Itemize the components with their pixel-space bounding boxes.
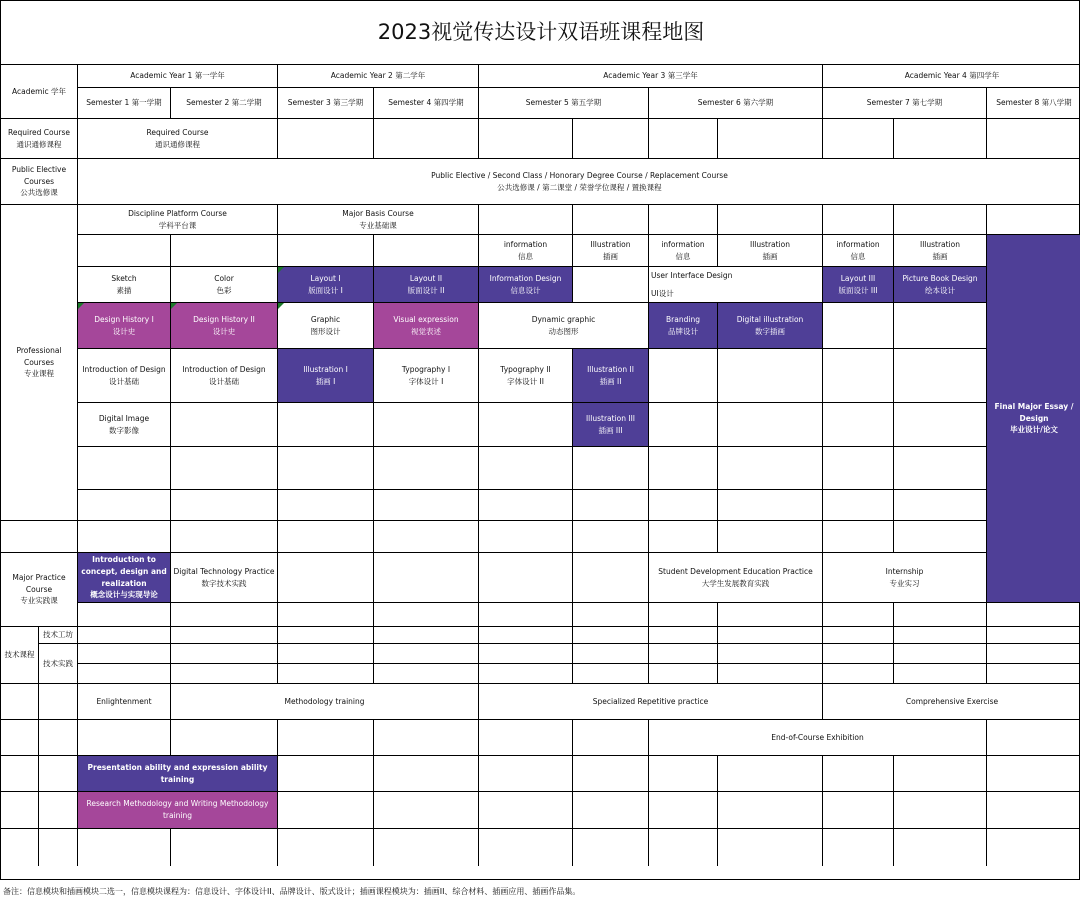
layout-3-course: Layout III 版面设计 III	[823, 267, 894, 303]
semester-5-header: Semester 5 第五学期	[479, 88, 649, 119]
empty-cell	[649, 403, 718, 447]
empty-cell	[823, 349, 894, 403]
empty-cell	[1, 720, 39, 756]
footnote: 备注：信息模块和插画模块二选一，信息模块课程为：信息设计、字体设计II、品牌设计、版式设计；插画课程模块为：插画II、综合材料、插画应用、插画作品集。	[3, 887, 581, 896]
empty-cell	[479, 119, 573, 159]
empty-cell	[649, 603, 718, 627]
empty-cell	[278, 235, 374, 267]
empty-cell	[479, 627, 573, 644]
empty-cell	[278, 644, 374, 664]
information-track-s6: information 信息	[649, 235, 718, 267]
major-practice-label	[1, 521, 78, 553]
empty-cell	[78, 235, 171, 267]
empty-cell	[718, 205, 823, 235]
empty-cell	[479, 644, 573, 664]
empty-cell	[573, 490, 649, 521]
empty-cell	[479, 490, 573, 521]
empty-cell	[78, 603, 171, 627]
empty-cell	[39, 756, 78, 792]
empty-cell	[894, 403, 987, 447]
empty-cell	[171, 235, 278, 267]
empty-cell	[39, 684, 78, 720]
empty-cell	[987, 792, 1080, 829]
comprehensive-exercise-phase: Comprehensive Exercise	[823, 684, 1080, 720]
empty-cell	[374, 553, 479, 603]
empty-cell	[278, 829, 374, 866]
empty-cell	[649, 792, 718, 829]
empty-cell	[171, 521, 278, 553]
empty-cell	[1, 684, 39, 720]
empty-cell	[171, 490, 278, 521]
empty-cell	[718, 627, 823, 644]
empty-cell	[823, 644, 894, 664]
empty-cell	[374, 490, 479, 521]
public-elective-cell: Public Elective / Second Class / Honorary Degree Course / Replacement Course 公共选修课 / 第二课堂 / 荣誉学位课程 / 置换课程	[78, 159, 1080, 205]
digital-illustration-course: Digital illustration 数字插画	[718, 303, 823, 349]
semester-7-header: Semester 7 第七学期	[823, 88, 987, 119]
illustration-track-s6: Illustration 插画	[718, 235, 823, 267]
empty-cell	[479, 792, 573, 829]
empty-cell	[573, 627, 649, 644]
introduction-of-design-2-course: Introduction of Design 设计基础	[171, 349, 278, 403]
empty-cell	[374, 235, 479, 267]
empty-cell	[894, 627, 987, 644]
empty-cell	[374, 447, 479, 490]
empty-cell	[718, 490, 823, 521]
layout-2-course: Layout II 版面设计 II	[374, 267, 479, 303]
empty-cell	[718, 664, 823, 684]
dynamic-graphic-course: Dynamic graphic 动态图形	[479, 303, 649, 349]
picture-book-design-course: Picture Book Design 绘本设计	[894, 267, 987, 303]
empty-cell	[171, 644, 278, 664]
empty-cell	[78, 644, 171, 664]
empty-cell	[171, 720, 278, 756]
internship-course: Internship 专业实习	[823, 553, 987, 603]
empty-cell	[573, 720, 649, 756]
empty-cell	[894, 644, 987, 664]
empty-cell	[823, 627, 894, 644]
empty-cell	[479, 403, 573, 447]
empty-cell	[573, 792, 649, 829]
empty-cell	[649, 756, 718, 792]
information-track-s5: information 信息	[479, 235, 573, 267]
empty-cell	[894, 490, 987, 521]
semester-1-header: Semester 1 第一学期	[78, 88, 171, 119]
empty-cell	[987, 627, 1080, 644]
empty-cell	[479, 603, 573, 627]
empty-cell	[649, 664, 718, 684]
empty-cell	[374, 521, 479, 553]
empty-cell	[894, 792, 987, 829]
empty-cell	[278, 792, 374, 829]
methodology-training-phase: Methodology training	[171, 684, 479, 720]
empty-cell	[171, 829, 278, 866]
year-4-header: Academic Year 4 第四学年	[823, 65, 1080, 88]
empty-cell	[823, 403, 894, 447]
specialized-practice-phase: Specialized Repetitive practice	[479, 684, 823, 720]
empty-cell	[171, 603, 278, 627]
empty-cell	[479, 553, 573, 603]
empty-cell	[987, 664, 1080, 684]
empty-cell	[573, 664, 649, 684]
empty-cell	[278, 447, 374, 490]
empty-cell	[987, 720, 1080, 756]
empty-cell	[894, 664, 987, 684]
design-history-1-course: Design History I 设计史	[78, 303, 171, 349]
illustration-1-course: Illustration I 插画 I	[278, 349, 374, 403]
empty-cell	[479, 664, 573, 684]
empty-cell	[171, 403, 278, 447]
empty-cell	[823, 792, 894, 829]
year-3-header: Academic Year 3 第三学年	[479, 65, 823, 88]
empty-cell	[278, 119, 374, 159]
concept-design-realization-course: Introduction to concept, design and realization 概念设计与实现导论	[78, 553, 171, 603]
empty-cell	[987, 119, 1080, 159]
empty-cell	[718, 603, 823, 627]
layout-1-course: Layout I 版面设计 I	[278, 267, 374, 303]
empty-cell	[278, 720, 374, 756]
empty-cell	[718, 756, 823, 792]
empty-cell	[374, 119, 479, 159]
empty-cell	[374, 644, 479, 664]
empty-cell	[479, 756, 573, 792]
semester-3-header: Semester 3 第三学期	[278, 88, 374, 119]
required-course-label: Required Course 通识通修课程	[1, 119, 78, 159]
empty-cell	[573, 756, 649, 792]
technical-courses-label: 技术课程	[1, 627, 39, 684]
illustration-2-course: Illustration II 插画 II	[573, 349, 649, 403]
empty-cell	[894, 603, 987, 627]
illustration-track-s5: Illustration 插画	[573, 235, 649, 267]
empty-cell	[374, 603, 479, 627]
empty-cell	[278, 603, 374, 627]
typography-1-course: Typography I 字体设计 I	[374, 349, 479, 403]
empty-cell	[718, 447, 823, 490]
empty-cell	[171, 627, 278, 644]
empty-cell	[894, 756, 987, 792]
empty-cell	[649, 205, 718, 235]
semester-4-header: Semester 4 第四学期	[374, 88, 479, 119]
ui-design-course: User Interface Design UI设计	[649, 267, 823, 303]
graphic-course: Graphic 图形设计	[278, 303, 374, 349]
empty-cell	[573, 447, 649, 490]
year-2-header: Academic Year 2 第二学年	[278, 65, 479, 88]
empty-cell	[171, 664, 278, 684]
empty-cell	[479, 447, 573, 490]
empty-cell	[78, 627, 171, 644]
semester-8-header: Semester 8 第八学期	[987, 88, 1080, 119]
empty-cell	[278, 627, 374, 644]
empty-cell	[987, 603, 1080, 627]
year-1-header: Academic Year 1 第一学年	[78, 65, 278, 88]
empty-cell	[823, 603, 894, 627]
presentation-ability-training: Presentation ability and expression ability training	[78, 756, 278, 792]
empty-cell	[894, 349, 987, 403]
empty-cell	[374, 756, 479, 792]
visual-expression-course: Visual expression 视觉表述	[374, 303, 479, 349]
student-development-practice: Student Development Education Practice 大学生发展教育实践	[649, 553, 823, 603]
empty-cell	[573, 644, 649, 664]
empty-cell	[479, 521, 573, 553]
empty-cell	[823, 829, 894, 866]
empty-cell	[278, 756, 374, 792]
semester-6-header: Semester 6 第六学期	[649, 88, 823, 119]
empty-cell	[649, 521, 718, 553]
empty-cell	[987, 829, 1080, 866]
empty-cell	[374, 403, 479, 447]
empty-cell	[987, 644, 1080, 664]
empty-cell	[987, 756, 1080, 792]
introduction-of-design-1-course: Introduction of Design 设计基础	[78, 349, 171, 403]
empty-cell	[649, 644, 718, 664]
empty-cell	[573, 205, 649, 235]
empty-cell	[573, 553, 649, 603]
empty-cell	[1, 756, 39, 792]
empty-cell	[573, 603, 649, 627]
empty-cell	[573, 119, 649, 159]
discipline-platform-header: Discipline Platform Course 学科平台课	[78, 205, 278, 235]
empty-cell	[823, 756, 894, 792]
empty-cell	[894, 205, 987, 235]
empty-cell	[894, 303, 987, 349]
empty-cell	[823, 205, 894, 235]
empty-cell	[823, 521, 894, 553]
empty-cell	[649, 447, 718, 490]
sketch-course: Sketch 素描	[78, 267, 171, 303]
empty-cell	[374, 627, 479, 644]
empty-cell	[479, 829, 573, 866]
empty-cell	[823, 119, 894, 159]
empty-cell	[479, 205, 573, 235]
information-track-s7: information 信息	[823, 235, 894, 267]
page-title: 2023视觉传达设计双语班课程地图	[1, 1, 1080, 65]
empty-cell	[78, 720, 171, 756]
empty-cell	[1, 829, 39, 866]
illustration-track-s7: Illustration 插画	[894, 235, 987, 267]
major-practice-course-label: Major Practice Course 专业实践课	[1, 553, 78, 627]
empty-cell	[39, 792, 78, 829]
empty-cell	[649, 829, 718, 866]
tech-workshop-label: 技术工坊	[39, 627, 78, 644]
empty-cell	[718, 829, 823, 866]
final-major-essay-course: Final Major Essay / Design 毕业设计/论文	[987, 235, 1080, 603]
empty-cell	[894, 829, 987, 866]
enlightenment-phase: Enlightenment	[78, 684, 171, 720]
empty-cell	[374, 792, 479, 829]
empty-cell	[78, 490, 171, 521]
major-basis-header: Major Basis Course 专业基础课	[278, 205, 479, 235]
empty-cell	[649, 119, 718, 159]
empty-cell	[39, 720, 78, 756]
empty-cell	[171, 447, 278, 490]
empty-cell	[78, 829, 171, 866]
information-design-course: Information Design 信息设计	[479, 267, 573, 303]
digital-image-course: Digital Image 数字影像	[78, 403, 171, 447]
semester-2-header: Semester 2 第二学期	[171, 88, 278, 119]
empty-cell	[573, 521, 649, 553]
end-of-course-exhibition: End-of-Course Exhibition	[649, 720, 987, 756]
empty-cell	[278, 490, 374, 521]
empty-cell	[78, 521, 171, 553]
empty-cell	[278, 403, 374, 447]
empty-cell	[573, 829, 649, 866]
empty-cell	[78, 447, 171, 490]
typography-2-course: Typography II 字体设计 II	[479, 349, 573, 403]
empty-cell	[718, 792, 823, 829]
research-methodology-training: Research Methodology and Writing Methodology training	[78, 792, 278, 829]
digital-technology-practice-course: Digital Technology Practice 数字技术实践	[171, 553, 278, 603]
empty-cell	[823, 664, 894, 684]
empty-cell	[278, 521, 374, 553]
empty-cell	[374, 664, 479, 684]
empty-cell	[718, 119, 823, 159]
empty-cell	[479, 720, 573, 756]
empty-cell	[718, 403, 823, 447]
empty-cell	[278, 553, 374, 603]
empty-cell	[649, 349, 718, 403]
empty-cell	[823, 303, 894, 349]
empty-cell	[573, 267, 649, 303]
branding-course: Branding 品牌设计	[649, 303, 718, 349]
empty-cell	[39, 829, 78, 866]
empty-cell	[894, 119, 987, 159]
empty-cell	[987, 205, 1080, 235]
tech-practice-label: 技术实践	[39, 644, 78, 684]
public-elective-label: Public Elective Courses 公共选修课	[1, 159, 78, 205]
required-course-cell: Required Course 通识通修课程	[78, 119, 278, 159]
empty-cell	[1, 792, 39, 829]
empty-cell	[649, 490, 718, 521]
color-course: Color 色彩	[171, 267, 278, 303]
empty-cell	[823, 447, 894, 490]
empty-cell	[823, 490, 894, 521]
empty-cell	[718, 521, 823, 553]
empty-cell	[718, 644, 823, 664]
empty-cell	[894, 521, 987, 553]
academic-year-header: Academic 学年	[1, 65, 78, 119]
empty-cell	[374, 829, 479, 866]
design-history-2-course: Design History II 设计史	[171, 303, 278, 349]
professional-courses-label: Professional Courses 专业课程	[1, 205, 78, 521]
empty-cell	[649, 627, 718, 644]
illustration-3-course: Illustration III 插画 III	[573, 403, 649, 447]
empty-cell	[278, 664, 374, 684]
empty-cell	[374, 720, 479, 756]
empty-cell	[894, 447, 987, 490]
empty-cell	[718, 349, 823, 403]
empty-cell	[78, 664, 171, 684]
